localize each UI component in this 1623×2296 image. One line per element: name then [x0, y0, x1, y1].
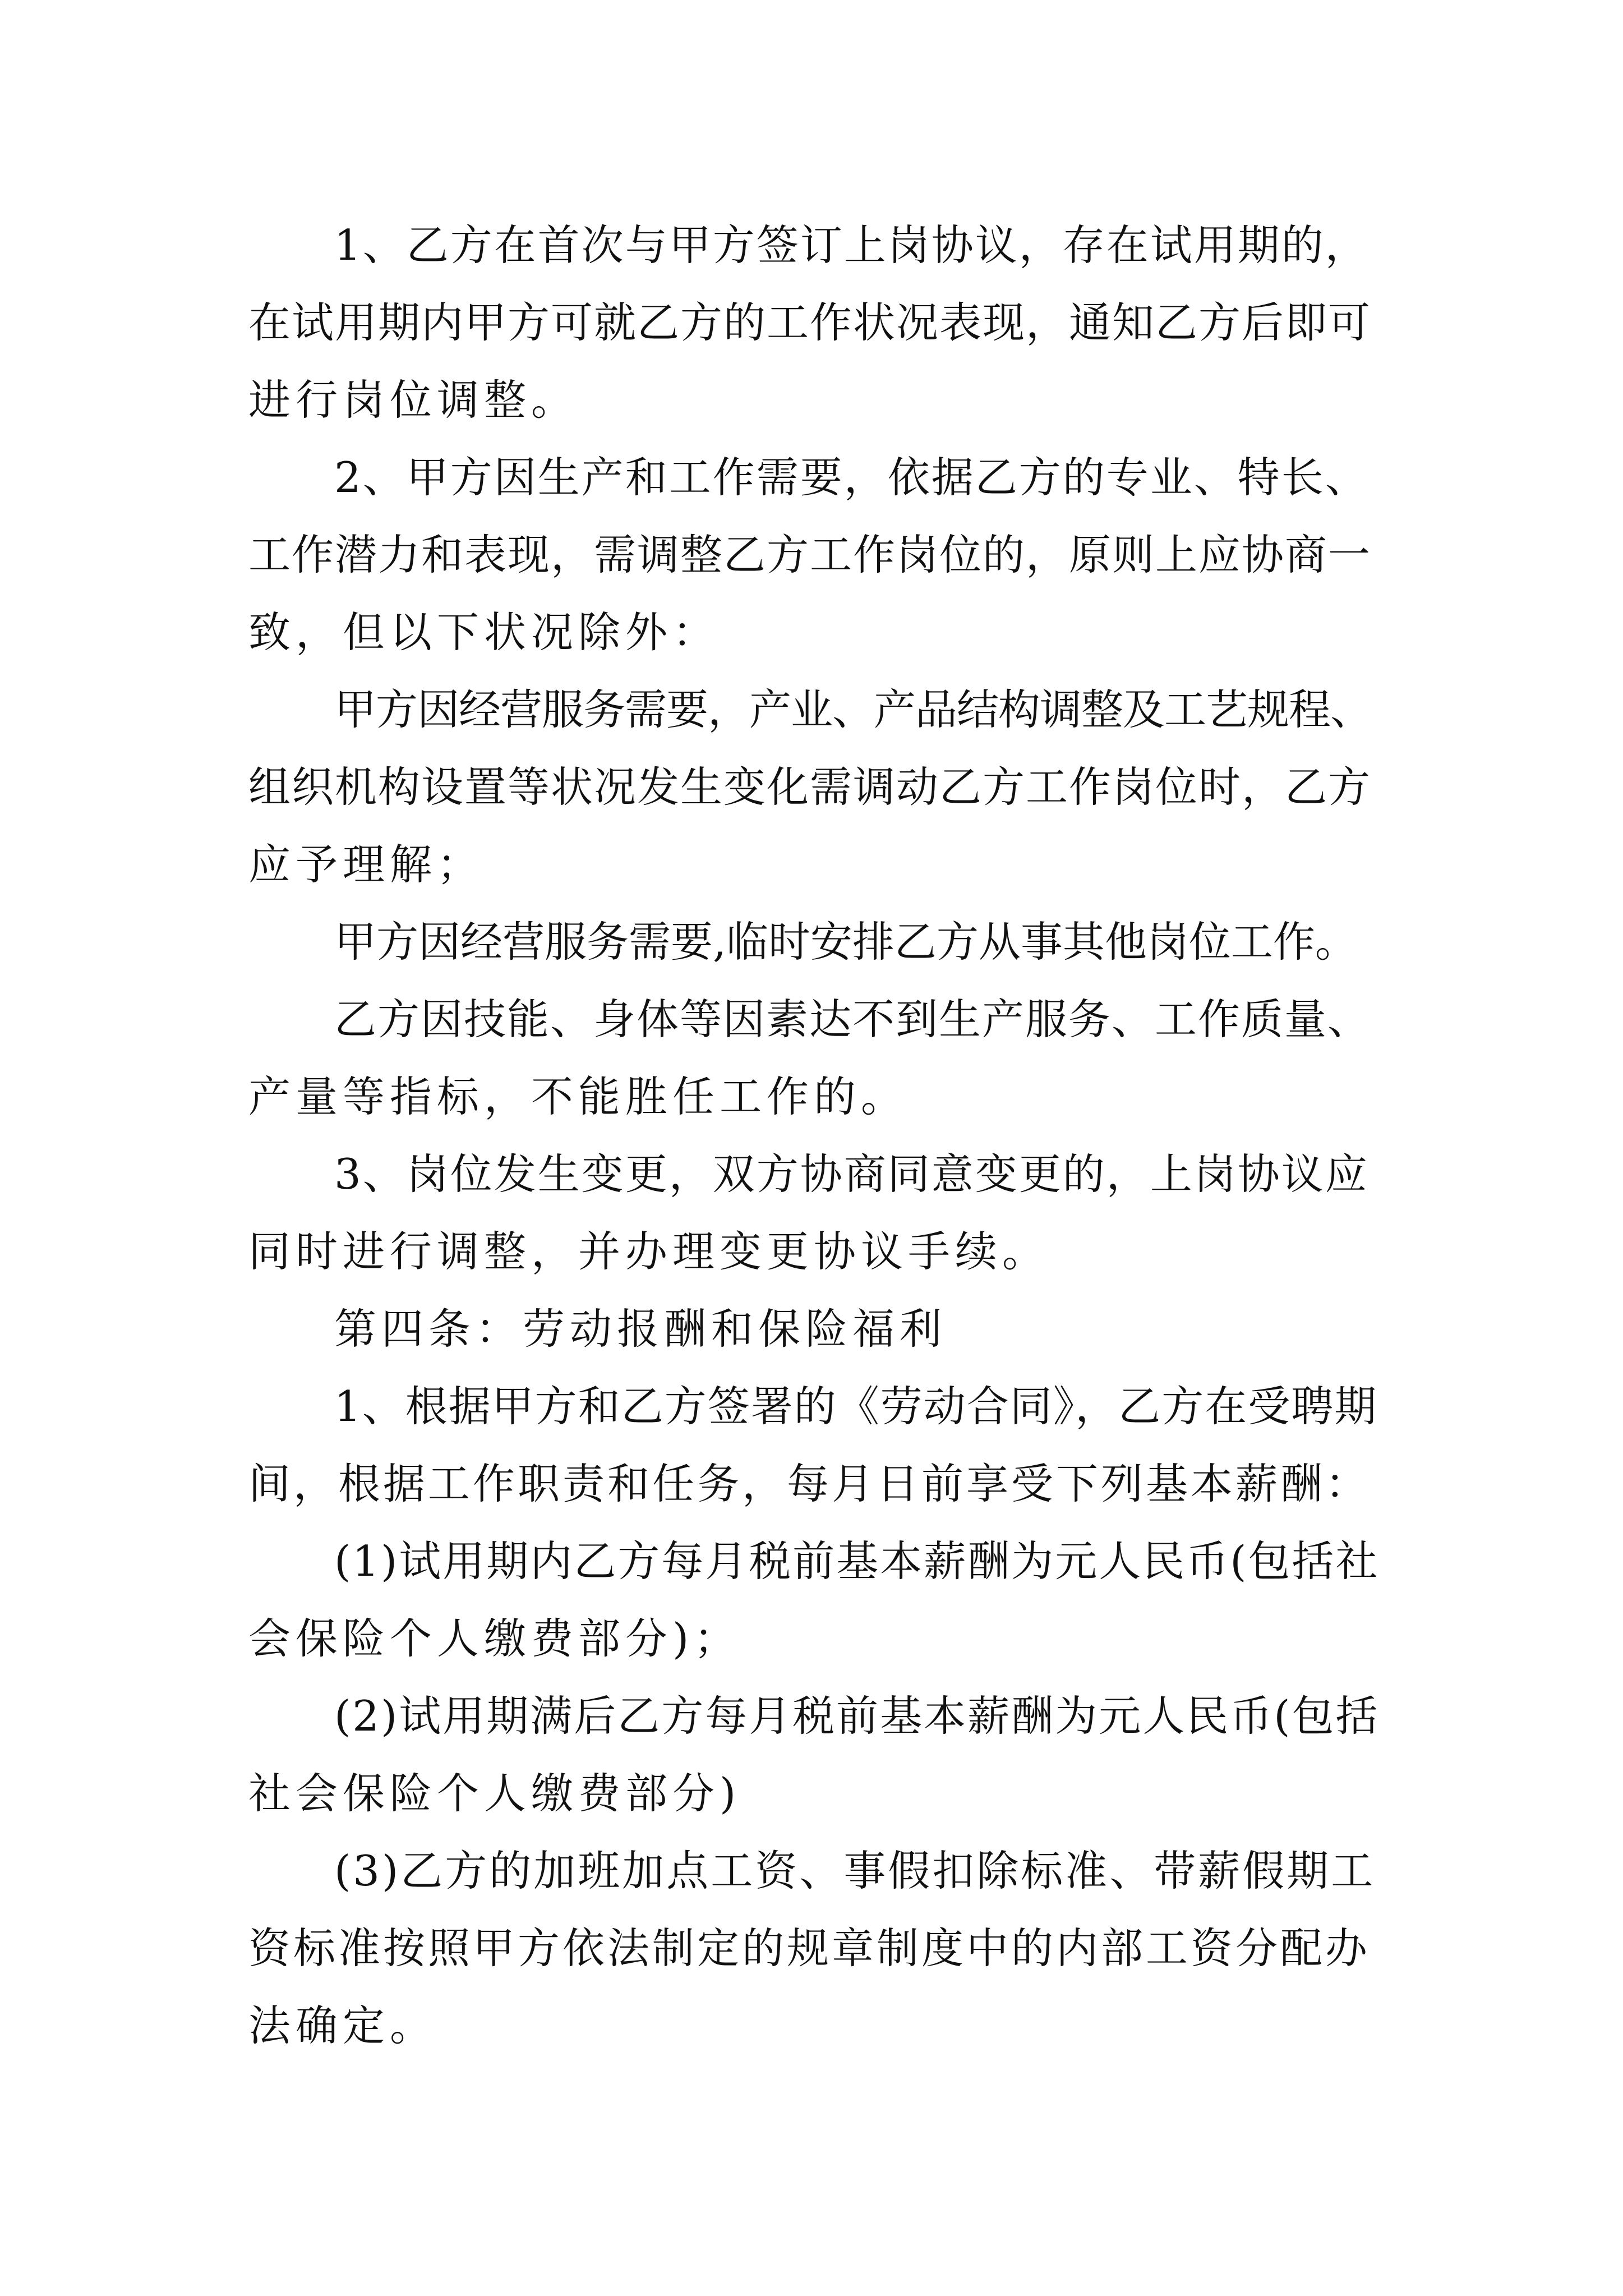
text-line-12: 产量等指标，不能胜任工作的。: [248, 1072, 909, 1121]
text-line-21: 社会保险个人缴费部分): [248, 1769, 741, 1818]
text-line-6: 致，但以下状况除外：: [248, 608, 720, 657]
text-line-3: 进行岗位调整。: [248, 375, 579, 425]
text-line-8: 组织机构设置等状况发生变化需调动乙方工作岗位时，乙方: [248, 762, 1372, 812]
text-line-17: 间，根据工作职责和任务，每月日前享受下列基本薪酬：: [248, 1459, 1371, 1508]
text-line-2: 在试用期内甲方可就乙方的工作状况表现，通知乙方后即可: [248, 298, 1372, 347]
text-line-7: 甲方因经营服务需要，产业、产品结构调整及工艺规程、: [334, 685, 1372, 734]
text-line-13: 3、岗位发生变更，双方协商同意变更的，上岗协议应: [334, 1149, 1369, 1199]
text-line-22: (3)乙方的加班加点工资、事假扣除标准、带薪假期工: [334, 1846, 1376, 1895]
text-line-16: 1、根据甲方和乙方签署的《劳动合同》，乙方在受聘期: [334, 1382, 1378, 1431]
text-line-4: 2、甲方因生产和工作需要，依据乙方的专业、特长、: [334, 453, 1369, 502]
text-line-9: 应予理解；: [248, 840, 485, 889]
text-line-11: 乙方因技能、身体等因素达不到生产服务、工作质量、: [334, 995, 1371, 1044]
section-heading-4: 第四条：劳动报酬和保险福利: [334, 1304, 947, 1354]
text-line-1: 1、乙方在首次与甲方签订上岗协议，存在试用期的，: [334, 220, 1369, 270]
text-line-14: 同时进行调整，并办理变更协议手续。: [248, 1227, 1050, 1276]
text-line-5: 工作潜力和表现，需调整乙方工作岗位的，原则上应协商一: [248, 530, 1372, 579]
text-line-20: (2)试用期满后乙方每月税前基本薪酬为元人民币(包括: [334, 1691, 1380, 1741]
text-line-19: 会保险个人缴费部分)；: [248, 1614, 741, 1663]
text-line-24: 法确定。: [248, 2001, 437, 2050]
text-line-10: 甲方因经营服务需要,临时安排乙方从事其他岗位工作。: [334, 917, 1357, 967]
text-line-18: (1)试用期内乙方每月税前基本薪酬为元人民币(包括社: [334, 1536, 1380, 1586]
text-line-23: 资标准按照甲方依法制定的规章制度中的内部工资分配办: [248, 1924, 1371, 1973]
